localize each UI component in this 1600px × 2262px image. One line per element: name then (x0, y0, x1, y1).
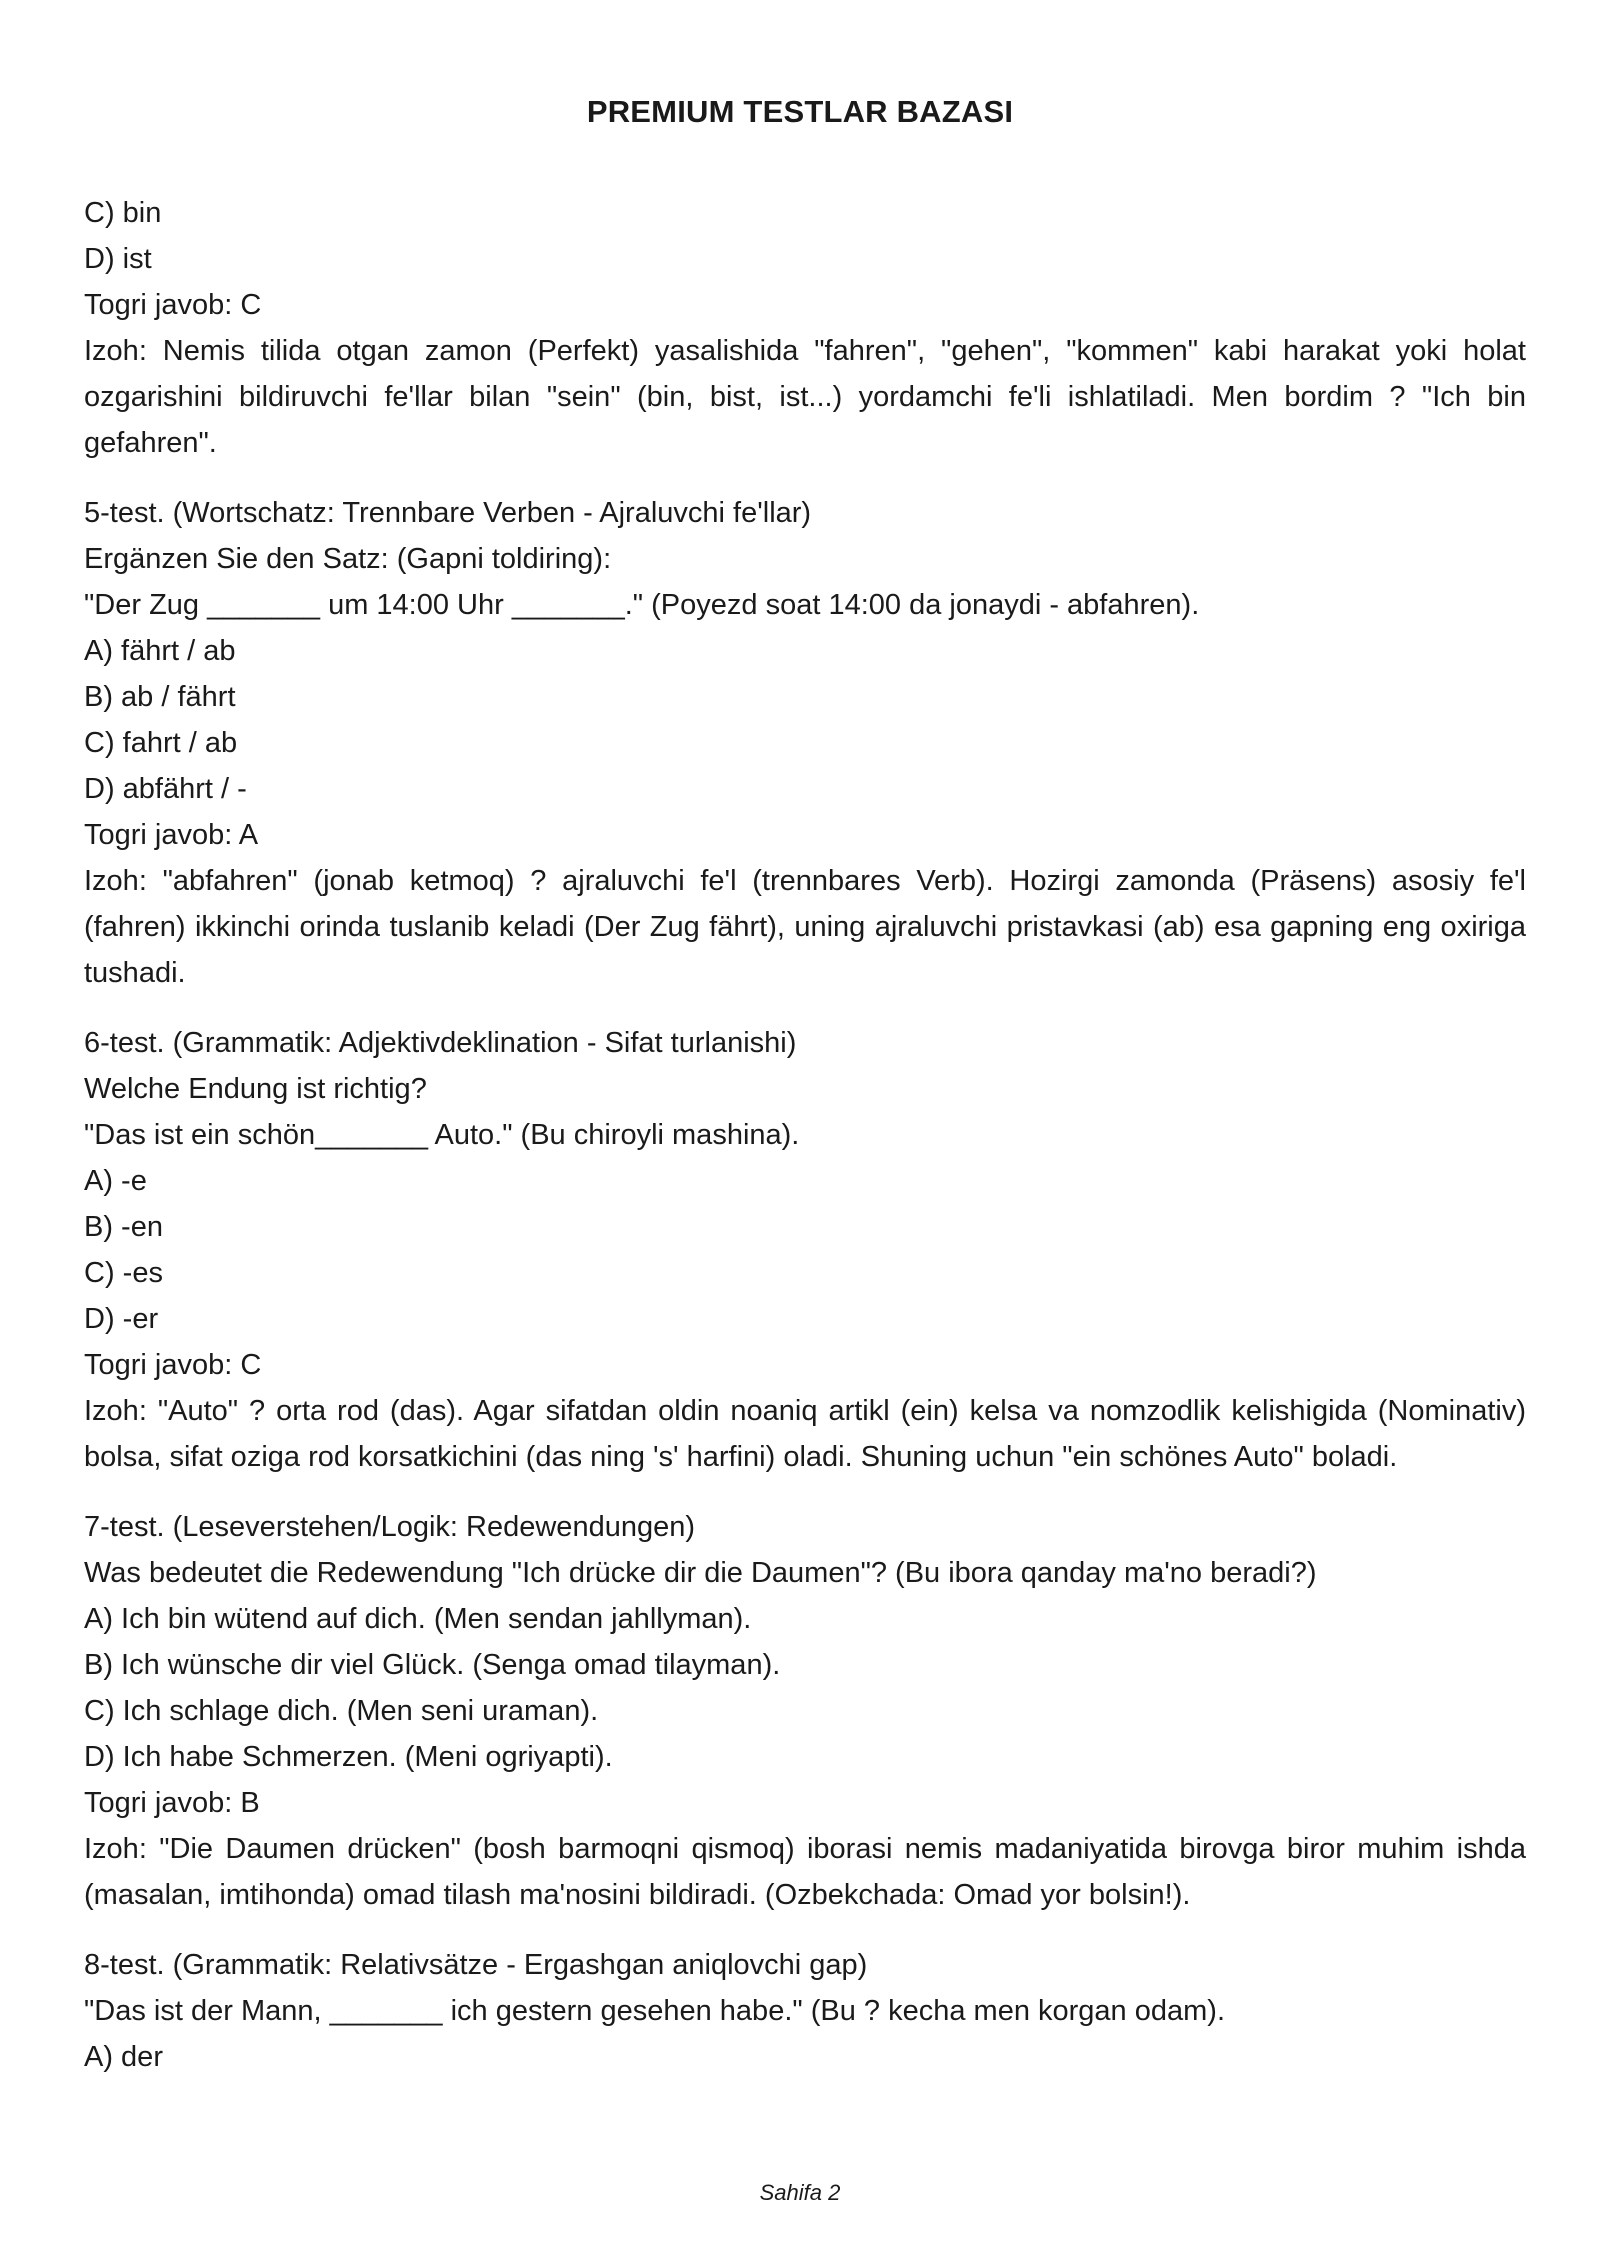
explanation: Izoh: Nemis tilida otgan zamon (Perfekt) yasalishida "fahren", "gehen", "kommen" kabi harakat yoki holat ozgarishini bildiruvchi fe'llar bilan "sein" (bin, bist, ist...) yordamchi fe'li ishlatiladi. Men bordim ? "Ich bin gefahren". (84, 335, 1526, 459)
correct-answer: Togri javob: C (84, 289, 262, 321)
explanation: Izoh: "Auto" ? orta rod (das). Agar sifatdan oldin noaniq artikl (ein) kelsa va nomzodlik kelishigida (Nominativ) bolsa, sifat oziga rod korsatkichini (das ning 's' harfini) oladi. Shuning uchun "ein schönes Auto" boladi. (84, 1395, 1526, 1473)
explanation: Izoh: "Die Daumen drücken" (bosh barmoqni qismoq) iborasi nemis madaniyatida birovga biror muhim ishda (masalan, imtihonda) omad tilash ma'nosini bildiradi. (Ozbekchada: Omad yor bolsin!). (84, 1833, 1526, 1911)
option-d: D) abfährt / - (84, 773, 247, 805)
option-c: C) Ich schlage dich. (Men seni uraman). (84, 1695, 599, 1727)
correct-answer: Togri javob: C (84, 1349, 262, 1381)
test-title: 6-test. (Grammatik: Adjektivdeklination - Sifat turlanishi) (84, 1027, 797, 1059)
option-b: B) -en (84, 1211, 163, 1243)
page-number: Sahifa 2 (759, 2180, 841, 2205)
option-b: B) ab / fährt (84, 681, 236, 713)
option-a: A) fährt / ab (84, 635, 236, 667)
test-title: 8-test. (Grammatik: Relativsätze - Ergashgan aniqlovchi gap) (84, 1949, 868, 1981)
document-body (84, 190, 1526, 2080)
correct-answer: Togri javob: B (84, 1787, 260, 1819)
test-question: Welche Endung ist richtig? (84, 1073, 427, 1105)
option-d: D) Ich habe Schmerzen. (Meni ogriyapti). (84, 1741, 613, 1773)
option-b: B) Ich wünsche dir viel Glück. (Senga omad tilayman). (84, 1649, 781, 1681)
option-d: D) ist (84, 243, 152, 275)
test-question: Ergänzen Sie den Satz: (Gapni toldiring): (84, 543, 612, 575)
test-sentence: "Der Zug _______ um 14:00 Uhr _______." (Poyezd soat 14:00 da jonaydi - abfahren). (84, 589, 1200, 621)
test-block-continued (84, 190, 1526, 466)
page-title: PREMIUM TESTLAR BAZASI (586, 94, 1014, 129)
test-block-7 (84, 1504, 1526, 1918)
option-c: C) -es (84, 1257, 163, 1289)
test-title: 7-test. (Leseverstehen/Logik: Redewendungen) (84, 1511, 695, 1543)
option-a: A) -e (84, 1165, 147, 1197)
test-sentence: "Das ist ein schön_______ Auto." (Bu chiroyli mashina). (84, 1119, 800, 1151)
option-a: A) der (84, 2041, 163, 2073)
explanation: Izoh: "abfahren" (jonab ketmoq) ? ajraluvchi fe'l (trennbares Verb). Hozirgi zamonda (Präsens) asosiy fe'l (fahren) ikkinchi orinda tuslanib keladi (Der Zug fährt), uning ajraluvchi pristavkasi (ab) esa gapning eng oxiriga tushadi. (84, 865, 1526, 989)
test-sentence: "Das ist der Mann, _______ ich gestern gesehen habe." (Bu ? kecha men korgan odam). (84, 1995, 1225, 2027)
test-question: Was bedeutet die Redewendung "Ich drücke dir die Daumen"? (Bu ibora qanday ma'no beradi?) (84, 1557, 1317, 1589)
option-a: A) Ich bin wütend auf dich. (Men sendan jahllyman). (84, 1603, 752, 1635)
correct-answer: Togri javob: A (84, 819, 259, 851)
test-block-5 (84, 490, 1526, 996)
option-d: D) -er (84, 1303, 159, 1335)
option-c: C) bin (84, 197, 162, 229)
option-c: C) fahrt / ab (84, 727, 238, 759)
test-block-6 (84, 1020, 1526, 1480)
test-title: 5-test. (Wortschatz: Trennbare Verben - Ajraluvchi fe'llar) (84, 497, 812, 529)
test-block-8 (84, 1942, 1526, 2080)
